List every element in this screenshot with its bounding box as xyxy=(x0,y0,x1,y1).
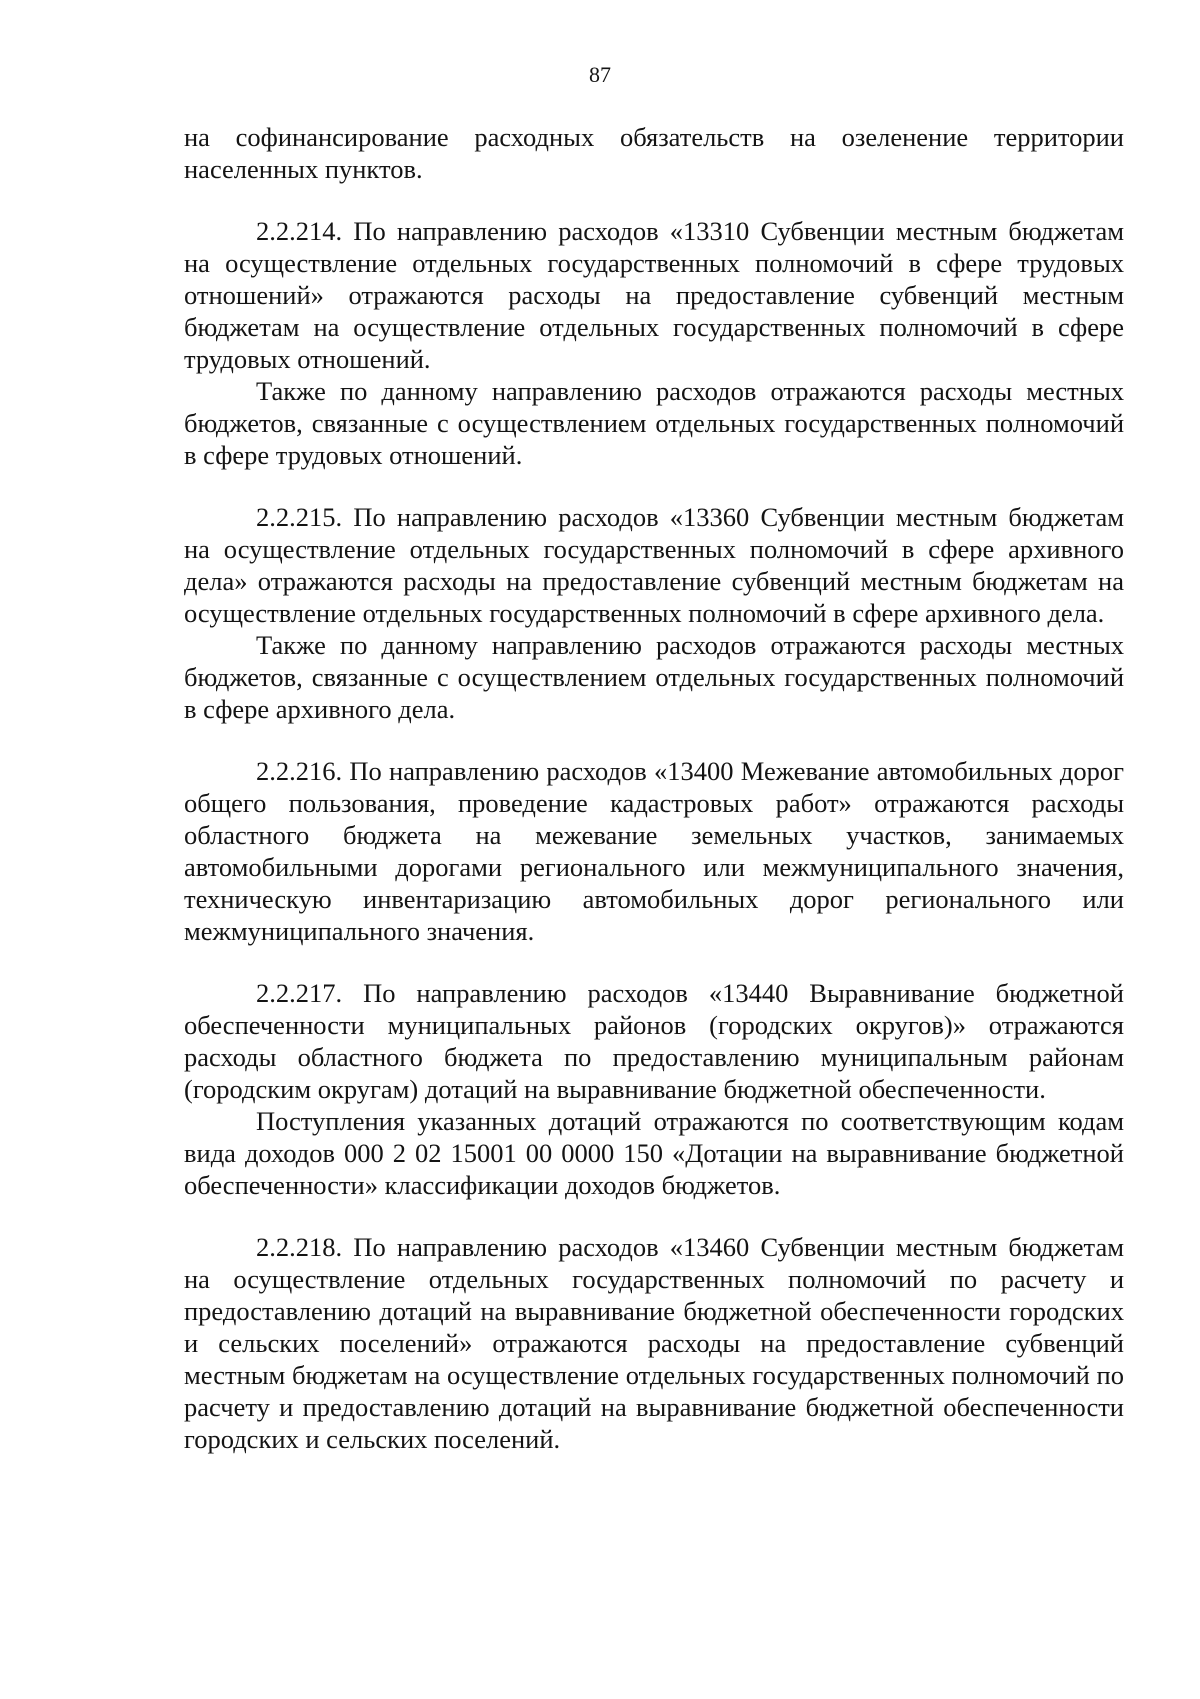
paragraph-2-2-214-note: Также по данному направлению расходов отражаются расходы местных бюджетов, связанные с осуществлением отдельных государственных полномочий в сфере трудовых отношений. xyxy=(184,376,1124,470)
paragraph-2-2-218: 2.2.218. По направлению расходов «13460 Субвенции местным бюджетам на осуществление отдельных государственных полномочий по расчету и предоставлению дотаций на выравнивание бюджетной обеспеченности городских и сельских поселений» отражаются расходы на предоставление субвенций местным бюджетам на осуществление отдельных государственных полномочий по расчету и предоставлению дотаций на выравнивание бюджетной обеспеченности городских и сельских поселений. xyxy=(184,1232,1124,1454)
paragraph-2-2-214: 2.2.214. По направлению расходов «13310 Субвенции местным бюджетам на осуществление отдельных государственных полномочий в сфере трудовых отношений» отражаются расходы на предоставление субвенций местным бюджетам на осуществление отдельных государственных полномочий в сфере трудовых отношений. xyxy=(184,216,1124,374)
paragraph-2-2-216: 2.2.216. По направлению расходов «13400 Межевание автомобильных дорог общего пользования, проведение кадастровых работ» отражаются расходы областного бюджета на межевание земельных участков, занимаемых автомобильными дорогами регионального или межмуниципального значения, техническую инвентаризацию автомобильных дорог регионального или межмуниципального значения. xyxy=(184,756,1124,946)
paragraph-continuation: на софинансирование расходных обязательств на озеленение территории населенных пунктов. xyxy=(184,122,1124,184)
paragraph-2-2-215-note: Также по данному направлению расходов отражаются расходы местных бюджетов, связанные с осуществлением отдельных государственных полномочий в сфере архивного дела. xyxy=(184,630,1124,724)
paragraph-2-2-215: 2.2.215. По направлению расходов «13360 Субвенции местным бюджетам на осуществление отдельных государственных полномочий в сфере архивного дела» отражаются расходы на предоставление субвенций местным бюджетам на осуществление отдельных государственных полномочий в сфере архивного дела. xyxy=(184,502,1124,628)
document-body xyxy=(184,121,1124,1455)
page-number: 87 xyxy=(589,62,611,87)
paragraph-2-2-217-note: Поступления указанных дотаций отражаются по соответствующим кодам вида доходов 000 2 02 15001 00 0000 150 «Дотации на выравнивание бюджетной обеспеченности» классификации доходов бюджетов. xyxy=(184,1106,1124,1200)
paragraph-2-2-217: 2.2.217. По направлению расходов «13440 Выравнивание бюджетной обеспеченности муниципальных районов (городских округов)» отражаются расходы областного бюджета по предоставлению муниципальным районам (городским округам) дотаций на выравнивание бюджетной обеспеченности. xyxy=(184,978,1124,1104)
